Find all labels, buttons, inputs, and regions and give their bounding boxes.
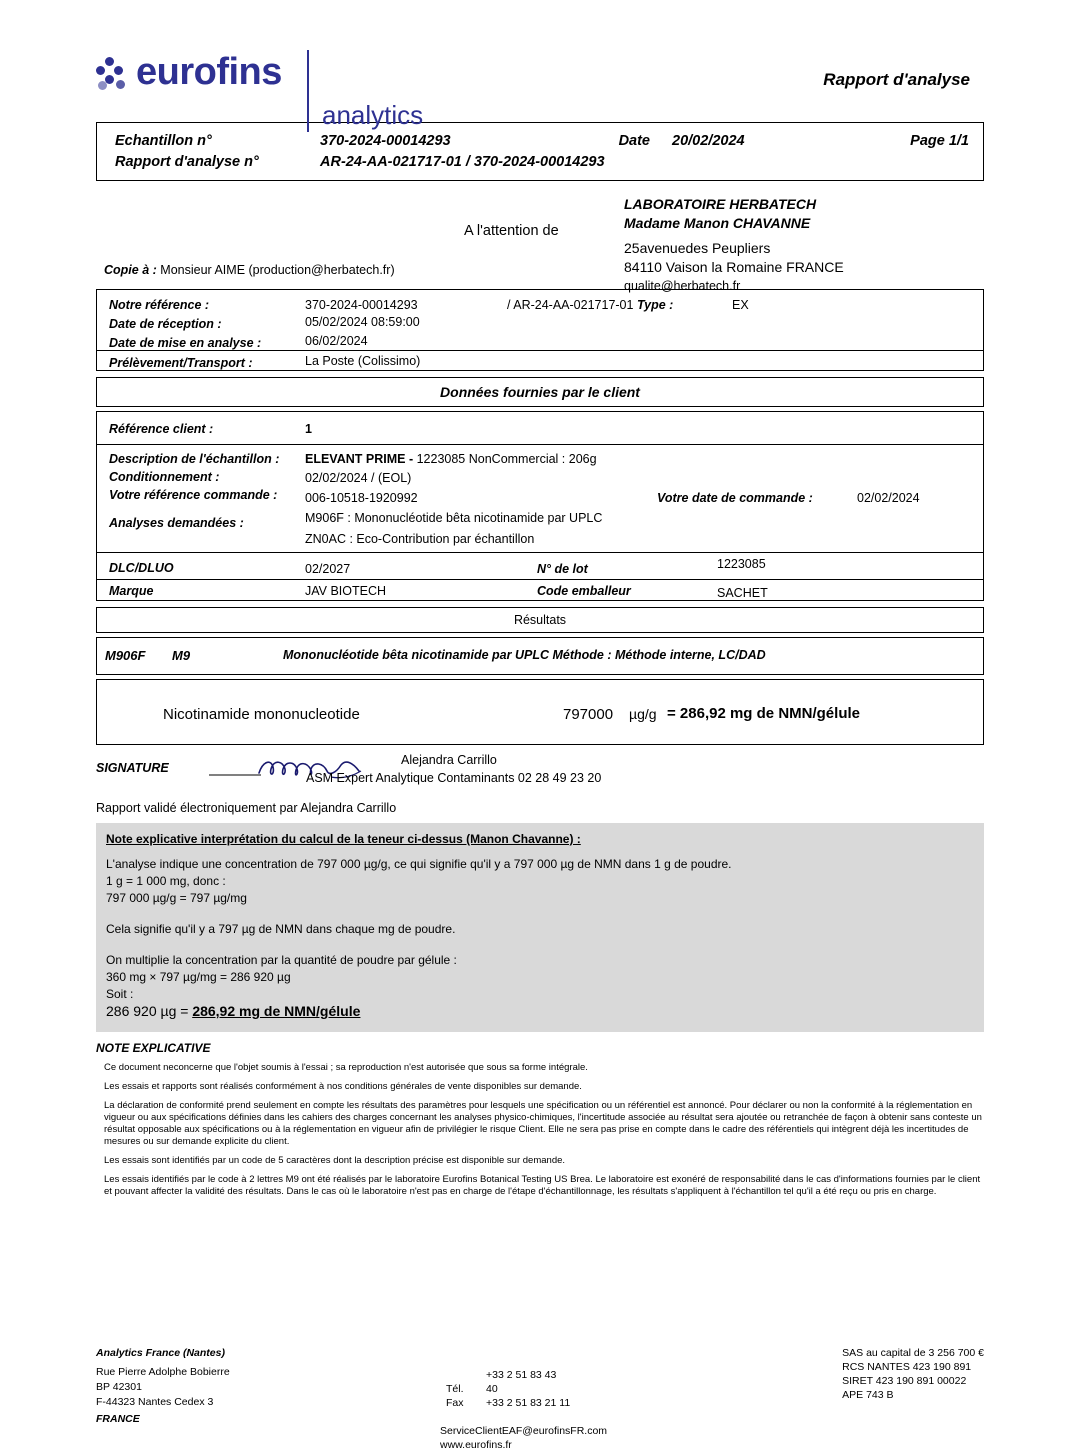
copy-line (104, 263, 395, 277)
result-unit: µg/g (629, 706, 657, 722)
calc-result-prefix: 286 920 µg = (106, 1003, 193, 1019)
footer-tel-value: +33 2 51 83 43 40 (486, 1369, 557, 1395)
order-ref-value: 006-10518-1920992 (305, 491, 418, 505)
report-page (0, 22, 1080, 1451)
sample-number-label: Echantillon n° (115, 133, 212, 149)
calc-line-6: 360 mg × 797 µg/mg = 286 920 µg (106, 970, 291, 984)
recipient-lab: LABORATOIRE HERBATECH (624, 196, 817, 212)
type-label: Type : (637, 298, 674, 312)
footer-legal-1: SAS au capital de 3 256 700 € (842, 1347, 984, 1359)
footer-legal-4: APE 743 B (842, 1389, 894, 1401)
footer-legal (842, 1346, 984, 1402)
date-value: 20/02/2024 (672, 133, 745, 149)
report-number-label: Rapport d'analyse n° (115, 154, 259, 170)
our-ref-value: 370-2024-00014293 (305, 298, 418, 312)
method-box (96, 637, 984, 675)
analyses-label: Analyses demandées : (109, 516, 244, 530)
report-number-value: AR-24-AA-021717-01 / 370-2024-00014293 (320, 154, 605, 170)
footer-legal-3: SIRET 423 190 891 00022 (842, 1375, 967, 1387)
footer-fax-value: +33 2 51 83 21 11 (486, 1397, 571, 1409)
calc-line-3: 797 000 µg/g = 797 µg/mg (106, 891, 247, 905)
logo-divider (307, 50, 309, 132)
method-code-2: M9 (172, 648, 191, 663)
sample-header-box (96, 122, 984, 181)
signature-block (96, 753, 984, 795)
copy-value: Monsieur AIME (production@herbatech.fr) (160, 263, 395, 277)
description-detail: 1223085 NonCommercial : 206g (416, 452, 597, 466)
recipient-email: qualite@herbatech.fr (624, 279, 741, 293)
page-number: Page 1/1 (910, 133, 969, 149)
recipient-block (96, 195, 984, 293)
attention-label: A l'attention de (464, 223, 559, 239)
reception-date-value: 05/02/2024 08:59:00 (305, 315, 420, 329)
method-code: M906F (105, 648, 146, 663)
packaging-value: 02/02/2024 / (EOL) (305, 471, 412, 485)
calc-line-7: Soit : (106, 987, 134, 1001)
calc-line-1: L'analyse indique une concentration de 797 000 µg/g, ce qui signifie qu'il y a 797 000 µg de NMN dans 1 g de poudre. (106, 857, 732, 871)
method-description: Mononucléotide bêta nicotinamide par UPLC Méthode : Méthode interne, LC/DAD (283, 648, 766, 662)
transport-label: Prélèvement/Transport : (109, 356, 253, 370)
calc-line-8 (106, 1003, 974, 1020)
calc-line-4: Cela signifie qu'il y a 797 µg de NMN dans chaque mg de poudre. (106, 922, 456, 936)
result-value: 797000 (563, 706, 614, 723)
result-row-box (96, 679, 984, 745)
packer-label: Code emballeur (537, 584, 631, 598)
result-equivalence: = 286,92 mg de NMN/gélule (667, 705, 860, 722)
reference-box (96, 289, 984, 371)
analyses-line-1: M906F : Mononucléotide bêta nicotinamide par UPLC (305, 511, 603, 525)
footer-country: FRANCE (96, 1413, 140, 1425)
calculation-note (96, 823, 984, 1032)
order-date-label: Votre date de commande : (657, 491, 813, 505)
lot-value: 1223085 (717, 557, 766, 571)
logo-dots-icon (96, 56, 130, 90)
eurofins-logo (96, 52, 282, 92)
explanatory-p3: La déclaration de conformité prend seulement en compte les résultats des paramètres pour lesquels une spécification ou un référentiel est annoncé. Pour déclarer ou non la conformité à la réglementation en vigueur ou aux spécifications définies dans les cahiers des charges concernant les analyses physico-chimiques, l'incertitude associée au résultat sera ajoutée ou retranchée de façon à obtenir sans conteste un résultat opposable aux spécifications ou à la réglementation en vigueur afin de privilégier le risque Client. Elle ne sera pas prise en compte dans le cadre des référentiels qui intègrent déjà les incertitudes de mesures ou sur demande explicite du client. (104, 1099, 982, 1147)
results-title: Résultats (96, 607, 984, 633)
our-ref-value-2: / AR-24-AA-021717-01 (507, 298, 634, 312)
page-header (0, 22, 1080, 130)
validation-note: Rapport validé électroniquement par Alejandra Carrillo (96, 801, 397, 815)
calc-result-bold: 286,92 mg de NMN/gélule (192, 1003, 361, 1019)
date-label: Date (618, 133, 650, 149)
explanatory-p2: Les essais et rapports sont réalisés conformément à nos conditions générales de vente disponibles sur demande. (104, 1080, 582, 1092)
footer-tel-label: Tél. (446, 1383, 464, 1395)
brand-label: Marque (109, 584, 154, 598)
recipient-address (624, 195, 844, 296)
explanatory-p5: Les essais identifiés par le code à 2 lettres M9 ont été réalisés par le laboratoire Eurofins Botanical Testing US Brea. Le laboratoire est exonéré de responsabilité dans le cas d'informations fournies par le client et pouvant affecter la validité des résultats. Dans le cas où le laboratoire n'est pas en charge de l'étape d'échantillonnage, les résultats s'appliquent à l'échantillon tel qu'il a été reçu ou pris en charge. (104, 1173, 981, 1197)
footer-address-2: BP 42301 (96, 1381, 142, 1393)
reception-date-label: Date de réception : (109, 317, 222, 331)
recipient-address-line1: 25avenuedes Peupliers (624, 240, 771, 256)
footer-email[interactable]: ServiceClientEAF@eurofinsFR.com (440, 1425, 608, 1437)
analysis-date-value: 06/02/2024 (305, 334, 368, 348)
logo-wordmark: eurofins (136, 51, 282, 93)
explanatory-p1: Ce document neconcerne que l'objet soumis à l'essai ; sa reproduction n'est autorisée que sous sa forme intégrale. (104, 1061, 588, 1073)
type-value: EX (732, 298, 749, 312)
calc-line-2: 1 g = 1 000 mg, donc : (106, 874, 226, 888)
signature-name: Alejandra Carrillo (401, 753, 497, 767)
footer-contact (440, 1368, 608, 1452)
description-product: ELEVANT PRIME - (305, 452, 414, 466)
order-ref-label: Votre référence commande : (109, 488, 278, 502)
footer-entity: Analytics France (Nantes) (96, 1347, 225, 1359)
client-ref-label: Référence client : (109, 422, 214, 436)
dlc-box (96, 553, 984, 601)
client-data-box (96, 411, 984, 553)
explanatory-p4: Les essais sont identifiés par un code de 5 caractères dont la description précise est disponible sur demande. (104, 1154, 566, 1166)
calculation-note-title: Note explicative interprétation du calcul de la teneur ci-dessus (Manon Chavanne) : (106, 832, 581, 846)
footer-fax-label: Fax (446, 1397, 464, 1409)
transport-value: La Poste (Colissimo) (305, 354, 421, 368)
divider (97, 444, 983, 445)
description-label: Description de l'échantillon : (109, 452, 280, 466)
our-ref-label: Notre référence : (109, 298, 210, 312)
analysis-date-label: Date de mise en analyse : (109, 336, 262, 350)
signature-role: ASM Expert Analytique Contaminants 02 28 49 23 20 (306, 771, 602, 785)
client-ref-value: 1 (305, 422, 312, 436)
footer-address-3: F-44323 Nantes Cedex 3 (96, 1396, 214, 1408)
explanatory-note-title: NOTE EXPLICATIVE (96, 1041, 211, 1055)
signature-label: SIGNATURE (96, 761, 169, 775)
packaging-label: Conditionnement : (109, 470, 220, 484)
explanatory-note (96, 1042, 984, 1198)
footer-address-1: Rue Pierre Adolphe Bobierre (96, 1366, 230, 1378)
recipient-address-line2: 84110 Vaison la Romaine FRANCE (624, 259, 844, 275)
report-title: Rapport d'analyse (823, 70, 970, 89)
lot-label: N° de lot (537, 562, 588, 576)
divider (97, 579, 983, 580)
calc-line-5: On multiplie la concentration par la quantité de poudre par gélule : (106, 953, 457, 967)
copy-label: Copie à : (104, 263, 157, 277)
client-data-title: Données fournies par le client (96, 377, 984, 407)
analyses-line-2: ZN0AC : Eco-Contribution par échantillon (305, 532, 535, 546)
sample-number-value: 370-2024-00014293 (320, 133, 451, 149)
footer-website[interactable]: www.eurofins.fr (440, 1439, 512, 1451)
brand-value: JAV BIOTECH (305, 584, 387, 598)
recipient-person: Madame Manon CHAVANNE (624, 215, 811, 231)
divider (97, 350, 983, 351)
result-analyte: Nicotinamide mononucleotide (163, 706, 360, 723)
dlc-value: 02/2027 (305, 562, 351, 576)
packer-value: SACHET (717, 586, 768, 600)
order-date-value: 02/02/2024 (857, 491, 920, 505)
logo-subbrand: analytics (322, 100, 424, 130)
footer-legal-2: RCS NANTES 423 190 891 (842, 1361, 972, 1373)
footer-address (96, 1346, 230, 1427)
dlc-label: DLC/DLUO (109, 561, 174, 575)
